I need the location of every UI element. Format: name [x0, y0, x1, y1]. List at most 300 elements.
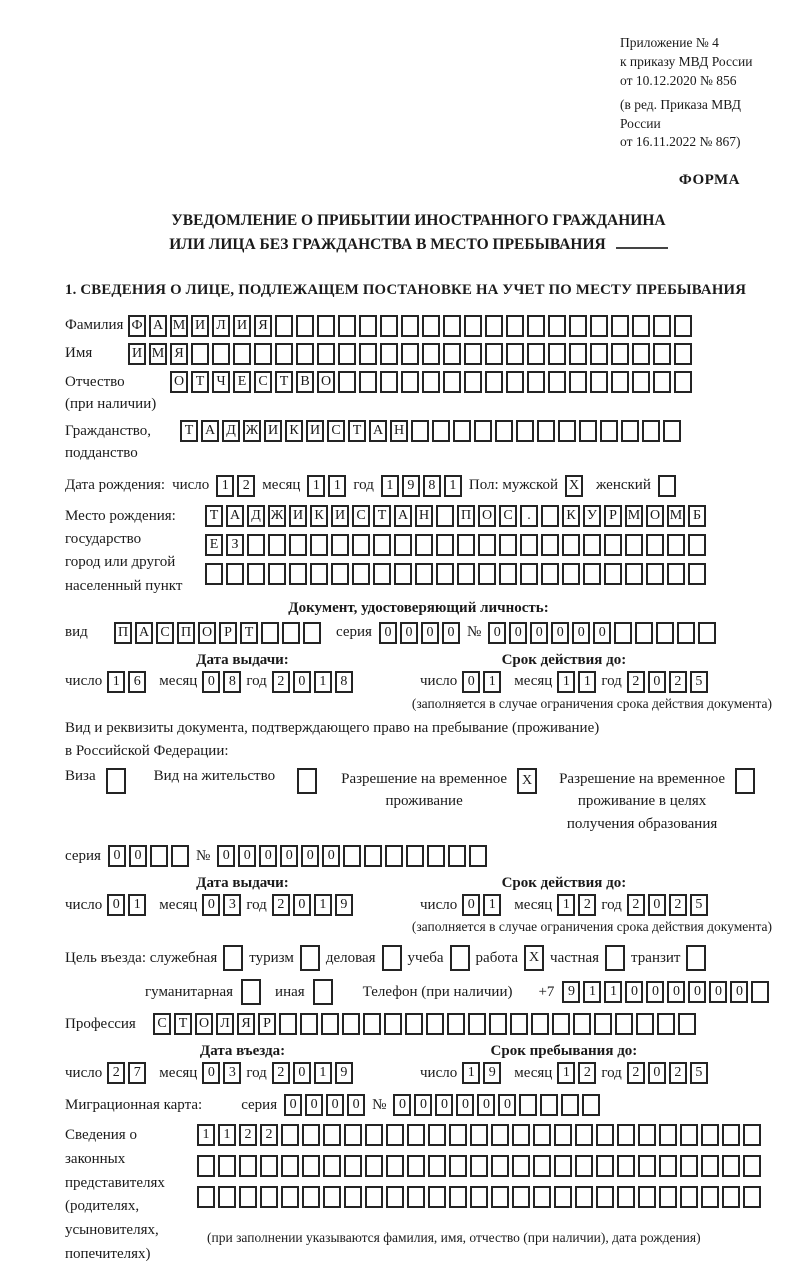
- stay-day-cells[interactable]: [462, 1062, 501, 1084]
- cell[interactable]: 8: [223, 671, 241, 693]
- cell[interactable]: 0: [648, 894, 666, 916]
- purpose-official-checkbox[interactable]: [223, 945, 243, 971]
- cell[interactable]: К: [562, 505, 580, 527]
- doc-issue-month-cells[interactable]: [202, 671, 241, 693]
- cell[interactable]: [297, 768, 317, 794]
- cell[interactable]: [401, 343, 419, 365]
- cell[interactable]: [527, 371, 545, 393]
- cell[interactable]: [541, 505, 559, 527]
- cell[interactable]: [239, 1155, 257, 1177]
- cell[interactable]: 9: [335, 894, 353, 916]
- stay-month-cells[interactable]: [557, 1062, 596, 1084]
- cell[interactable]: [302, 1124, 320, 1146]
- cell[interactable]: 2: [669, 894, 687, 916]
- cell[interactable]: [531, 1013, 549, 1035]
- cell[interactable]: 0: [326, 1094, 344, 1116]
- cell[interactable]: [364, 845, 382, 867]
- cell[interactable]: [743, 1124, 761, 1146]
- cell[interactable]: Д: [247, 505, 265, 527]
- cell[interactable]: [310, 534, 328, 556]
- cell[interactable]: 2: [669, 1062, 687, 1084]
- cell[interactable]: [386, 1155, 404, 1177]
- cell[interactable]: [457, 534, 475, 556]
- cell[interactable]: [674, 371, 692, 393]
- cell[interactable]: 2: [272, 1062, 290, 1084]
- cell[interactable]: [499, 563, 517, 585]
- cell[interactable]: 1: [583, 981, 601, 1003]
- cell[interactable]: 0: [202, 1062, 220, 1084]
- cell[interactable]: [323, 1186, 341, 1208]
- cell[interactable]: [611, 343, 629, 365]
- cell[interactable]: 0: [593, 622, 611, 644]
- cell[interactable]: [656, 622, 674, 644]
- cell[interactable]: [384, 1013, 402, 1035]
- cell[interactable]: [281, 1186, 299, 1208]
- cell[interactable]: 0: [301, 845, 319, 867]
- cell[interactable]: 2: [627, 1062, 645, 1084]
- cell[interactable]: [411, 420, 429, 442]
- cell[interactable]: [680, 1186, 698, 1208]
- cell[interactable]: [260, 1155, 278, 1177]
- cell[interactable]: [415, 534, 433, 556]
- cell[interactable]: [464, 315, 482, 337]
- cell[interactable]: [605, 945, 625, 971]
- cell[interactable]: [604, 534, 622, 556]
- cell[interactable]: Н: [390, 420, 408, 442]
- cell[interactable]: [512, 1124, 530, 1146]
- purpose-humanitarian-checkbox[interactable]: [241, 979, 261, 1005]
- cell[interactable]: 1: [604, 981, 622, 1003]
- cell[interactable]: 1: [557, 671, 575, 693]
- cell[interactable]: [485, 315, 503, 337]
- cell[interactable]: [688, 534, 706, 556]
- cell[interactable]: 0: [217, 845, 235, 867]
- cell[interactable]: М: [667, 505, 685, 527]
- cell[interactable]: М: [149, 343, 167, 365]
- temp-residence-edu-checkbox[interactable]: [735, 768, 755, 794]
- cell[interactable]: [443, 315, 461, 337]
- cell[interactable]: [453, 420, 471, 442]
- cell[interactable]: [537, 420, 555, 442]
- phone-cells[interactable]: [562, 981, 769, 1003]
- cell[interactable]: [653, 343, 671, 365]
- cell[interactable]: X: [524, 945, 544, 971]
- permit-issue-year-cells[interactable]: [272, 894, 353, 916]
- cell[interactable]: [659, 1124, 677, 1146]
- cell[interactable]: [548, 371, 566, 393]
- cell[interactable]: [422, 371, 440, 393]
- temp-residence-checkbox[interactable]: [517, 768, 537, 794]
- cell[interactable]: [561, 1094, 579, 1116]
- cell[interactable]: И: [331, 505, 349, 527]
- migcard-number-cells[interactable]: [393, 1094, 600, 1116]
- cell[interactable]: [527, 343, 545, 365]
- cell[interactable]: [667, 563, 685, 585]
- cell[interactable]: [617, 1155, 635, 1177]
- cell[interactable]: О: [170, 371, 188, 393]
- cell[interactable]: [638, 1124, 656, 1146]
- cell[interactable]: 0: [393, 1094, 411, 1116]
- cell[interactable]: И: [128, 343, 146, 365]
- cell[interactable]: [658, 475, 676, 497]
- cell[interactable]: [380, 315, 398, 337]
- cell[interactable]: [150, 845, 168, 867]
- cell[interactable]: 1: [128, 894, 146, 916]
- cell[interactable]: 7: [128, 1062, 146, 1084]
- permit-expiry-month-cells[interactable]: [557, 894, 596, 916]
- cell[interactable]: А: [369, 420, 387, 442]
- cell[interactable]: [380, 371, 398, 393]
- cell[interactable]: 0: [284, 1094, 302, 1116]
- cell[interactable]: [569, 371, 587, 393]
- cell[interactable]: [218, 1186, 236, 1208]
- cell[interactable]: [468, 1013, 486, 1035]
- cell[interactable]: [470, 1186, 488, 1208]
- cell[interactable]: [632, 343, 650, 365]
- cell[interactable]: [548, 343, 566, 365]
- cell[interactable]: Е: [233, 371, 251, 393]
- cell[interactable]: [594, 1013, 612, 1035]
- cell[interactable]: [469, 845, 487, 867]
- cell[interactable]: [688, 563, 706, 585]
- cell[interactable]: [722, 1186, 740, 1208]
- given-name-cells[interactable]: [128, 343, 692, 365]
- cell[interactable]: [743, 1155, 761, 1177]
- cell[interactable]: 1: [218, 1124, 236, 1146]
- cell[interactable]: [254, 343, 272, 365]
- cell[interactable]: [569, 315, 587, 337]
- cell[interactable]: Я: [254, 315, 272, 337]
- cell[interactable]: [751, 981, 769, 1003]
- cell[interactable]: [428, 1186, 446, 1208]
- cell[interactable]: С: [327, 420, 345, 442]
- cell[interactable]: [558, 420, 576, 442]
- cell[interactable]: 1: [307, 475, 325, 497]
- cell[interactable]: [596, 1186, 614, 1208]
- cell[interactable]: 0: [477, 1094, 495, 1116]
- cell[interactable]: [677, 622, 695, 644]
- cell[interactable]: [646, 563, 664, 585]
- cell[interactable]: [407, 1124, 425, 1146]
- cell[interactable]: [614, 622, 632, 644]
- cell[interactable]: 0: [107, 894, 125, 916]
- cell[interactable]: [317, 343, 335, 365]
- patronymic-cells[interactable]: [170, 371, 692, 393]
- cell[interactable]: [516, 420, 534, 442]
- cell[interactable]: 1: [314, 671, 332, 693]
- cell[interactable]: [590, 343, 608, 365]
- cell[interactable]: [212, 343, 230, 365]
- cell[interactable]: [600, 420, 618, 442]
- cell[interactable]: Н: [415, 505, 433, 527]
- cell[interactable]: 0: [509, 622, 527, 644]
- purpose-transit-checkbox[interactable]: [686, 945, 706, 971]
- cell[interactable]: И: [306, 420, 324, 442]
- cell[interactable]: [223, 945, 243, 971]
- cell[interactable]: С: [499, 505, 517, 527]
- migcard-series-cells[interactable]: [284, 1094, 365, 1116]
- cell[interactable]: [701, 1186, 719, 1208]
- cell[interactable]: С: [153, 1013, 171, 1035]
- cell[interactable]: [233, 343, 251, 365]
- doc-expiry-year-cells[interactable]: [627, 671, 708, 693]
- cell[interactable]: [541, 534, 559, 556]
- permit-series-cells[interactable]: [108, 845, 189, 867]
- cell[interactable]: Ч: [212, 371, 230, 393]
- cell[interactable]: [406, 845, 424, 867]
- cell[interactable]: О: [317, 371, 335, 393]
- cell[interactable]: [171, 845, 189, 867]
- cell[interactable]: 0: [625, 981, 643, 1003]
- cell[interactable]: [478, 534, 496, 556]
- birthplace-row2-cells[interactable]: [205, 534, 706, 556]
- cell[interactable]: [359, 315, 377, 337]
- cell[interactable]: 0: [400, 622, 418, 644]
- representatives-row3-cells[interactable]: [197, 1186, 761, 1208]
- cell[interactable]: Л: [212, 315, 230, 337]
- cell[interactable]: [512, 1186, 530, 1208]
- cell[interactable]: [575, 1186, 593, 1208]
- cell[interactable]: [239, 1186, 257, 1208]
- cell[interactable]: [743, 1186, 761, 1208]
- cell[interactable]: [506, 315, 524, 337]
- cell[interactable]: [260, 1186, 278, 1208]
- cell[interactable]: [680, 1124, 698, 1146]
- cell[interactable]: [302, 1155, 320, 1177]
- cell[interactable]: М: [625, 505, 643, 527]
- cell[interactable]: 0: [238, 845, 256, 867]
- cell[interactable]: 0: [730, 981, 748, 1003]
- cell[interactable]: [432, 420, 450, 442]
- cell[interactable]: [489, 1013, 507, 1035]
- cell[interactable]: 2: [272, 671, 290, 693]
- cell[interactable]: [317, 315, 335, 337]
- doc-expiry-day-cells[interactable]: [462, 671, 501, 693]
- cell[interactable]: Т: [180, 420, 198, 442]
- cell[interactable]: Ф: [128, 315, 146, 337]
- cell[interactable]: 3: [223, 1062, 241, 1084]
- cell[interactable]: [519, 1094, 537, 1116]
- cell[interactable]: 0: [108, 845, 126, 867]
- cell[interactable]: 0: [530, 622, 548, 644]
- cell[interactable]: А: [149, 315, 167, 337]
- cell[interactable]: 0: [322, 845, 340, 867]
- cell[interactable]: [428, 1155, 446, 1177]
- cell[interactable]: [474, 420, 492, 442]
- cell[interactable]: [506, 371, 524, 393]
- cell[interactable]: [281, 1155, 299, 1177]
- cell[interactable]: [520, 563, 538, 585]
- cell[interactable]: [590, 371, 608, 393]
- cell[interactable]: 0: [293, 894, 311, 916]
- cell[interactable]: [218, 1155, 236, 1177]
- cell[interactable]: [632, 315, 650, 337]
- cell[interactable]: [635, 622, 653, 644]
- cell[interactable]: М: [170, 315, 188, 337]
- doc-expiry-month-cells[interactable]: [557, 671, 596, 693]
- cell[interactable]: [470, 1155, 488, 1177]
- cell[interactable]: [642, 420, 660, 442]
- cell[interactable]: [659, 1186, 677, 1208]
- cell[interactable]: [583, 563, 601, 585]
- cell[interactable]: 2: [237, 475, 255, 497]
- cell[interactable]: [701, 1124, 719, 1146]
- cell[interactable]: [569, 343, 587, 365]
- cell[interactable]: 5: [690, 1062, 708, 1084]
- cell[interactable]: 0: [435, 1094, 453, 1116]
- cell[interactable]: [373, 563, 391, 585]
- cell[interactable]: И: [233, 315, 251, 337]
- surname-cells[interactable]: [128, 315, 692, 337]
- cell[interactable]: С: [352, 505, 370, 527]
- cell[interactable]: [510, 1013, 528, 1035]
- cell[interactable]: [596, 1155, 614, 1177]
- cell[interactable]: [310, 563, 328, 585]
- cell[interactable]: 1: [216, 475, 234, 497]
- cell[interactable]: У: [583, 505, 601, 527]
- cell[interactable]: 3: [223, 894, 241, 916]
- cell[interactable]: С: [156, 622, 174, 644]
- cell[interactable]: [617, 1124, 635, 1146]
- cell[interactable]: X: [565, 475, 583, 497]
- cell[interactable]: 0: [293, 671, 311, 693]
- cell[interactable]: [405, 1013, 423, 1035]
- cell[interactable]: 0: [551, 622, 569, 644]
- cell[interactable]: [464, 371, 482, 393]
- cell[interactable]: 6: [128, 671, 146, 693]
- cell[interactable]: [457, 563, 475, 585]
- cell[interactable]: 2: [272, 894, 290, 916]
- cell[interactable]: [191, 343, 209, 365]
- cell[interactable]: [653, 315, 671, 337]
- cell[interactable]: [674, 315, 692, 337]
- cell[interactable]: [638, 1155, 656, 1177]
- cell[interactable]: П: [457, 505, 475, 527]
- cell[interactable]: [279, 1013, 297, 1035]
- cell[interactable]: [365, 1155, 383, 1177]
- birth-year-cells[interactable]: [381, 475, 462, 497]
- cell[interactable]: 0: [442, 622, 460, 644]
- cell[interactable]: [686, 945, 706, 971]
- cell[interactable]: [527, 315, 545, 337]
- permit-number-cells[interactable]: [217, 845, 487, 867]
- cell[interactable]: [407, 1186, 425, 1208]
- cell[interactable]: [282, 622, 300, 644]
- residence-permit-checkbox[interactable]: [297, 768, 317, 794]
- cell[interactable]: [596, 1124, 614, 1146]
- cell[interactable]: [495, 420, 513, 442]
- cell[interactable]: А: [226, 505, 244, 527]
- cell[interactable]: [533, 1186, 551, 1208]
- cell[interactable]: [548, 315, 566, 337]
- cell[interactable]: 1: [444, 475, 462, 497]
- permit-issue-day-cells[interactable]: [107, 894, 146, 916]
- cell[interactable]: [197, 1186, 215, 1208]
- cell[interactable]: [338, 315, 356, 337]
- purpose-work-checkbox[interactable]: [524, 945, 544, 971]
- doc-series-cells[interactable]: [379, 622, 460, 644]
- cell[interactable]: [450, 945, 470, 971]
- cell[interactable]: [386, 1124, 404, 1146]
- birth-month-cells[interactable]: [307, 475, 346, 497]
- cell[interactable]: [485, 343, 503, 365]
- cell[interactable]: [226, 563, 244, 585]
- cell[interactable]: 9: [402, 475, 420, 497]
- cell[interactable]: [302, 1186, 320, 1208]
- cell[interactable]: 9: [335, 1062, 353, 1084]
- cell[interactable]: Т: [373, 505, 391, 527]
- cell[interactable]: 0: [648, 671, 666, 693]
- cell[interactable]: [464, 343, 482, 365]
- cell[interactable]: [296, 343, 314, 365]
- cell[interactable]: [338, 371, 356, 393]
- cell[interactable]: З: [226, 534, 244, 556]
- purpose-private-checkbox[interactable]: [605, 945, 625, 971]
- cell[interactable]: [659, 1155, 677, 1177]
- cell[interactable]: [205, 563, 223, 585]
- cell[interactable]: 0: [462, 671, 480, 693]
- cell[interactable]: [394, 563, 412, 585]
- cell[interactable]: [533, 1155, 551, 1177]
- cell[interactable]: [342, 1013, 360, 1035]
- cell[interactable]: Ж: [268, 505, 286, 527]
- cell[interactable]: 0: [347, 1094, 365, 1116]
- cell[interactable]: [401, 371, 419, 393]
- cell[interactable]: [638, 1186, 656, 1208]
- cell[interactable]: [615, 1013, 633, 1035]
- cell[interactable]: [300, 945, 320, 971]
- cell[interactable]: Р: [219, 622, 237, 644]
- cell[interactable]: [554, 1124, 572, 1146]
- cell[interactable]: [611, 371, 629, 393]
- cell[interactable]: 2: [107, 1062, 125, 1084]
- cell[interactable]: [646, 534, 664, 556]
- cell[interactable]: 0: [456, 1094, 474, 1116]
- cell[interactable]: 0: [646, 981, 664, 1003]
- cell[interactable]: [407, 1155, 425, 1177]
- cell[interactable]: [386, 1186, 404, 1208]
- cell[interactable]: [582, 1094, 600, 1116]
- cell[interactable]: [562, 563, 580, 585]
- cell[interactable]: К: [285, 420, 303, 442]
- cell[interactable]: [653, 371, 671, 393]
- entry-year-cells[interactable]: [272, 1062, 353, 1084]
- purpose-tourism-checkbox[interactable]: [300, 945, 320, 971]
- cell[interactable]: [106, 768, 126, 794]
- cell[interactable]: [289, 563, 307, 585]
- cell[interactable]: Д: [222, 420, 240, 442]
- cell[interactable]: 1: [483, 894, 501, 916]
- cell[interactable]: 1: [462, 1062, 480, 1084]
- cell[interactable]: 2: [260, 1124, 278, 1146]
- cell[interactable]: [554, 1186, 572, 1208]
- cell[interactable]: [678, 1013, 696, 1035]
- cell[interactable]: 1: [328, 475, 346, 497]
- cell[interactable]: 1: [314, 894, 332, 916]
- cell[interactable]: .: [520, 505, 538, 527]
- purpose-study-checkbox[interactable]: [450, 945, 470, 971]
- cell[interactable]: [247, 563, 265, 585]
- cell[interactable]: [491, 1155, 509, 1177]
- cell[interactable]: [506, 343, 524, 365]
- cell[interactable]: [281, 1124, 299, 1146]
- entry-month-cells[interactable]: [202, 1062, 241, 1084]
- cell[interactable]: Л: [216, 1013, 234, 1035]
- cell[interactable]: О: [198, 622, 216, 644]
- cell[interactable]: [359, 371, 377, 393]
- cell[interactable]: [562, 534, 580, 556]
- purpose-business-checkbox[interactable]: [382, 945, 402, 971]
